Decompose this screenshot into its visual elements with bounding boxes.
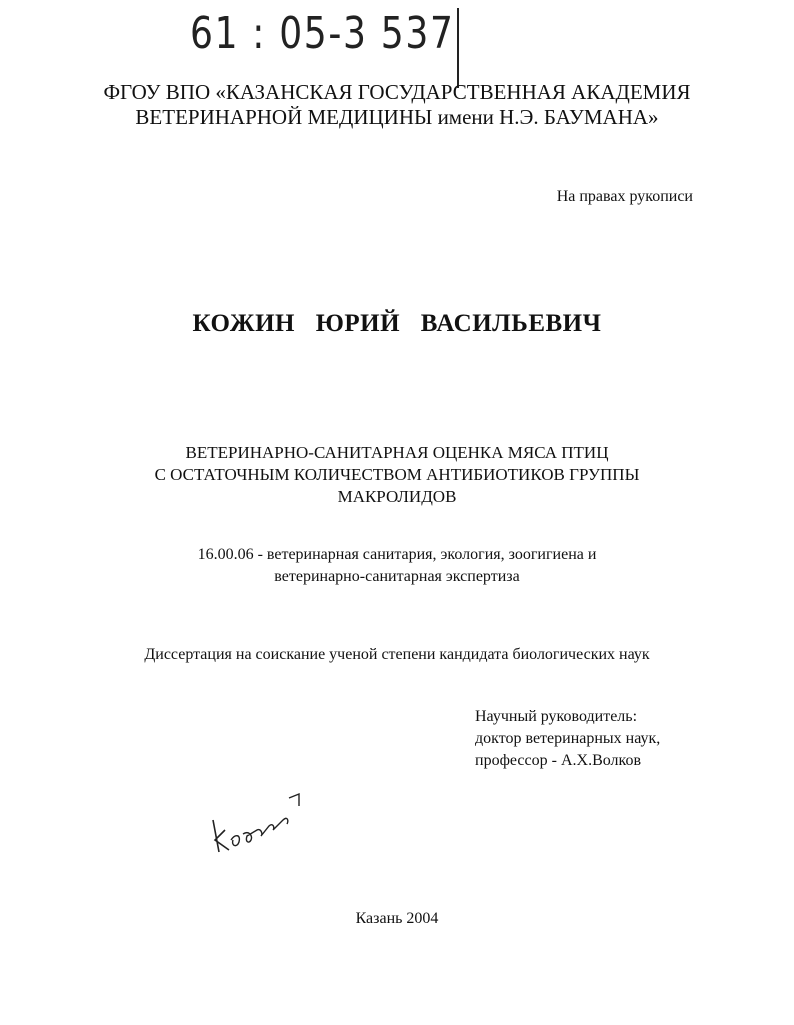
supervisor-line-2: доктор ветеринарных наук, [475,730,661,747]
thesis-title-line-3: МАКРОЛИДОВ [337,487,457,506]
organization-line-2: ВЕТЕРИНАРНОЙ МЕДИЦИНЫ имени Н.Э. БАУМАНА» [135,105,659,129]
thesis-title-line-1: ВЕТЕРИНАРНО-САНИТАРНАЯ ОЦЕНКА МЯСА ПТИЦ [185,443,609,462]
specialty-line-1: 16.00.06 - ветеринарная санитария, экология, зоогигиена и [197,546,597,563]
city-year: Казань 2004 [355,910,439,927]
rights-note: На правах рукописи [556,188,693,205]
organization-line-1: ФГОУ ВПО «КАЗАНСКАЯ ГОСУДАРСТВЕННАЯ АКАДЕМИЯ [103,80,691,104]
thesis-title [0,442,794,508]
specialty [0,544,794,588]
specialty-line-2: ветеринарно-санитарная экспертиза [274,568,520,585]
author-name: КОЖИН ЮРИЙ ВАСИЛЬЕВИЧ [192,310,602,337]
supervisor-line-3: профессор - А.Х.Волков [475,752,642,769]
archive-mark-divider [457,8,459,88]
archive-mark: 61 : 05-3 537 [190,8,455,59]
author-signature [205,790,315,860]
organization-header [0,80,794,130]
supervisor-block [475,706,660,772]
supervisor-line-1: Научный руководитель: [475,708,638,725]
degree-statement: Диссертация на соискание ученой степени кандидата биологических наук [144,646,650,663]
thesis-title-line-2: С ОСТАТОЧНЫМ КОЛИЧЕСТВОМ АНТИБИОТИКОВ ГРУППЫ [154,465,640,484]
